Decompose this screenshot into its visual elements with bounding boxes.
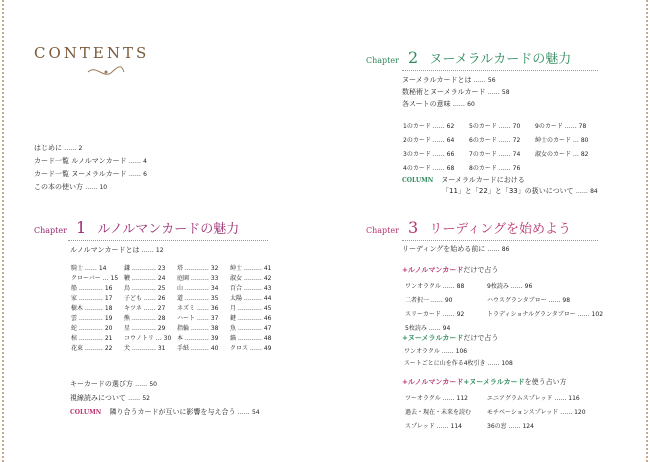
right-dotted-border (638, 0, 648, 462)
spread-entry[interactable]: 二者択一 …… 90 (405, 297, 453, 304)
flourish-ornament (86, 64, 126, 80)
card-entry[interactable]: 4のカード …… 68 (403, 165, 455, 172)
card-entry[interactable]: 鎌 ………… 23 (124, 265, 166, 272)
chapter2-label: Chapter (366, 56, 399, 65)
card-entry[interactable]: 手紙 ……… 40 (177, 345, 219, 352)
ch2-column[interactable]: COLUMN ヌーメラルカードにおける 「11」と「22」と「33」の扱いについて …… 84 (402, 176, 598, 195)
ch3-section3-table (404, 392, 587, 434)
card-entry[interactable]: 太陽 ……… 44 (230, 295, 272, 302)
card-entry[interactable]: 錨 ………… 48 (230, 335, 272, 342)
table-row (402, 162, 589, 176)
card-entry[interactable]: 8のカード …… 76 (469, 165, 521, 172)
ch1-card-table (70, 264, 272, 354)
column-text: ヌーメラルカードにおける (441, 176, 525, 184)
table-row (404, 280, 604, 294)
divider (402, 70, 598, 71)
card-entry[interactable]: 雲 ………… 19 (71, 315, 113, 322)
chapter2-title: ヌーメラルカードの魅力 (429, 52, 572, 67)
table-row (70, 344, 272, 354)
table-row (70, 324, 272, 334)
chapter3-number: 3 (408, 218, 419, 237)
card-entry[interactable]: クローバー … 15 (71, 275, 119, 282)
column-page: 84 (590, 188, 598, 195)
ch3-section1-list (404, 280, 604, 336)
ch2-items (402, 76, 510, 109)
spread-entry[interactable] (486, 322, 604, 336)
card-entry[interactable]: 9のカード …… 78 (535, 123, 587, 130)
spread-entry[interactable]: スプレッド …… 114 (405, 423, 462, 430)
card-entry[interactable]: ハート …… 37 (177, 315, 219, 322)
card-entry[interactable]: 本 ………… 39 (177, 335, 219, 342)
table-row (404, 420, 587, 434)
card-entry[interactable]: 淑女のカード … 82 (535, 151, 589, 158)
card-entry[interactable]: 子ども …… 26 (124, 295, 166, 302)
card-entry[interactable]: 犬 ………… 31 (124, 345, 166, 352)
card-entry[interactable]: 星 ………… 29 (124, 325, 166, 332)
card-entry[interactable]: 鳥 ………… 25 (124, 285, 166, 292)
chapter1-heading (34, 218, 239, 237)
column-label: COLUMN (70, 409, 102, 416)
card-entry[interactable]: 3のカード …… 66 (403, 151, 455, 158)
ch2-card-table (402, 120, 589, 176)
spread-entry[interactable]: ワンオラクル …… 88 (405, 283, 465, 290)
chapter1-title: ルノルマンカードの魅力 (97, 222, 240, 237)
chapter2-heading (366, 48, 571, 67)
chapter2-number: 2 (408, 48, 419, 67)
card-entry[interactable]: 紳士のカード … 80 (535, 137, 589, 144)
card-entry[interactable]: 1のカード …… 62 (403, 123, 455, 130)
card-entry[interactable] (534, 162, 589, 176)
chapter1-number: 1 (76, 218, 87, 237)
left-dotted-border (2, 0, 12, 462)
ch1-about[interactable]: ルノルマンカードとは …… 12 (70, 246, 164, 254)
table-row (70, 334, 272, 344)
card-entry[interactable]: 鍵 ………… 46 (230, 315, 272, 322)
ch1-extra-item[interactable]: 視線読みについて …… 52 (70, 394, 150, 402)
table-row (404, 392, 587, 406)
table-row (70, 284, 272, 294)
ch3-section1-table (404, 280, 604, 336)
card-entry[interactable]: 塔 ………… 32 (177, 265, 219, 272)
intro-list (34, 144, 147, 192)
card-entry[interactable]: 棺 ………… 21 (71, 335, 113, 342)
card-entry[interactable]: 家 ………… 17 (71, 295, 113, 302)
ch3-section3-heading: +ルノルマンカード+ヌーメラルカードを使う占い方 (402, 378, 567, 386)
ch2-item[interactable]: 数秘術とヌーメラルカード …… 58 (402, 88, 510, 96)
chapter3-label: Chapter (366, 226, 399, 235)
intro-item[interactable]: この本の使い方 …… 10 (34, 183, 108, 191)
table-row (404, 308, 604, 322)
card-entry[interactable]: 魚 ………… 47 (230, 325, 272, 332)
chapter1-label: Chapter (34, 226, 67, 235)
card-entry[interactable]: 6のカード …… 72 (469, 137, 521, 144)
table-row (404, 294, 604, 308)
column-text: 隣り合うカードが互いに影響を与え合う (109, 408, 236, 416)
card-entry[interactable]: 2のカード …… 64 (403, 137, 455, 144)
ch3-section3-list (404, 392, 587, 434)
card-entry[interactable]: 鞭 ………… 24 (124, 275, 166, 282)
ch1-extra-item[interactable]: キーカードの選び方 …… 50 (70, 380, 157, 388)
spread-entry[interactable]: ワンオラクル …… 106 (404, 348, 468, 355)
table-row (70, 274, 272, 284)
intro-item[interactable]: はじめに …… 2 (34, 144, 83, 152)
table-row (70, 264, 272, 274)
card-entry[interactable]: コウノトリ … 30 (124, 335, 172, 342)
ch2-item[interactable]: ヌーメラルカードとは …… 56 (402, 76, 496, 84)
spread-entry[interactable]: エニアグラムスプレッド …… 116 (487, 395, 580, 402)
card-entry[interactable]: 月 ………… 45 (230, 305, 272, 312)
column-text: 「11」と「22」と「33」の扱いについて (442, 187, 574, 195)
card-entry[interactable]: 熊 ………… 28 (124, 315, 166, 322)
spread-entry[interactable]: ハウスグランタブロー …… 98 (487, 297, 571, 304)
card-entry[interactable]: 7のカード …… 74 (469, 151, 521, 158)
card-entry[interactable]: 樹木 ……… 18 (71, 305, 113, 312)
card-entry[interactable]: 騎士 …… 14 (71, 265, 107, 272)
card-entry[interactable]: 紳士 ……… 41 (230, 265, 272, 272)
card-entry[interactable]: 山 ………… 34 (177, 285, 219, 292)
card-entry[interactable]: 5のカード …… 70 (469, 123, 521, 130)
ch3-section2-list (404, 348, 513, 372)
table-row (404, 406, 587, 420)
spread-entry[interactable]: 5枚読み …… 94 (405, 325, 451, 332)
table-row (402, 134, 589, 148)
ch1-column[interactable]: COLUMN 隣り合うカードが互いに影響を与え合う …… 54 (70, 408, 260, 416)
card-entry[interactable]: 花束 ……… 22 (71, 345, 113, 352)
column-label: COLUMN (402, 177, 434, 184)
divider (402, 240, 598, 241)
ch3-section2-heading: +ヌーメラルカードだけで占う (402, 334, 499, 342)
table-row (70, 304, 272, 314)
spread-entry[interactable]: トラディショナルグランタブロー …… 102 (487, 311, 604, 318)
ch1-card-grid (70, 264, 272, 354)
card-entry[interactable]: 庭園 ……… 33 (177, 275, 219, 282)
table-row (70, 294, 272, 304)
table-row (402, 148, 589, 162)
divider (68, 240, 268, 241)
column-page: 54 (251, 409, 260, 416)
spread-entry[interactable]: スリーカード …… 92 (405, 311, 465, 318)
table-row (70, 314, 272, 324)
ch2-item[interactable]: 各スートの意味 …… 60 (402, 100, 475, 108)
card-entry[interactable]: 百合 ……… 43 (230, 285, 272, 292)
table-row (402, 120, 589, 134)
card-entry[interactable]: 淑女 ……… 42 (230, 275, 272, 282)
ch2-card-grid (402, 120, 589, 176)
card-entry[interactable]: キツネ …… 27 (124, 305, 166, 312)
card-entry[interactable]: 指輪 ……… 38 (177, 325, 219, 332)
card-entry[interactable]: 船 ………… 16 (71, 285, 113, 292)
spread-entry[interactable]: 9枚読み …… 96 (487, 283, 533, 290)
chapter3-heading (366, 218, 571, 237)
contents-title: CONTENTS (34, 44, 150, 62)
chapter3-title: リーディングを始めよう (429, 222, 572, 237)
spread-entry[interactable]: ツーオラクル …… 112 (405, 395, 468, 402)
spread-entry[interactable]: スートごとに山を作る4枚引き …… 108 (404, 360, 513, 367)
spread-entry[interactable]: 過去・現在・未来を読む (405, 409, 472, 416)
card-entry[interactable]: ネズミ …… 36 (177, 305, 219, 312)
ch3-section1-heading: +ルノルマンカードだけで占う (402, 266, 499, 274)
intro-item[interactable]: カード一覧 ヌーメラルカード …… 6 (34, 170, 147, 178)
spread-entry[interactable]: モチベーションスプレッド …… 120 (487, 409, 586, 416)
intro-item[interactable]: カード一覧 ルノルマンカード …… 4 (34, 157, 147, 165)
card-entry[interactable]: 蛇 ………… 20 (71, 325, 113, 332)
card-entry[interactable]: クロス …… 49 (230, 345, 272, 352)
card-entry[interactable]: 道 ………… 35 (177, 295, 219, 302)
ch3-intro[interactable]: リーディングを始める前に …… 86 (402, 245, 510, 253)
spread-entry[interactable]: 36の窓 …… 124 (487, 423, 534, 430)
